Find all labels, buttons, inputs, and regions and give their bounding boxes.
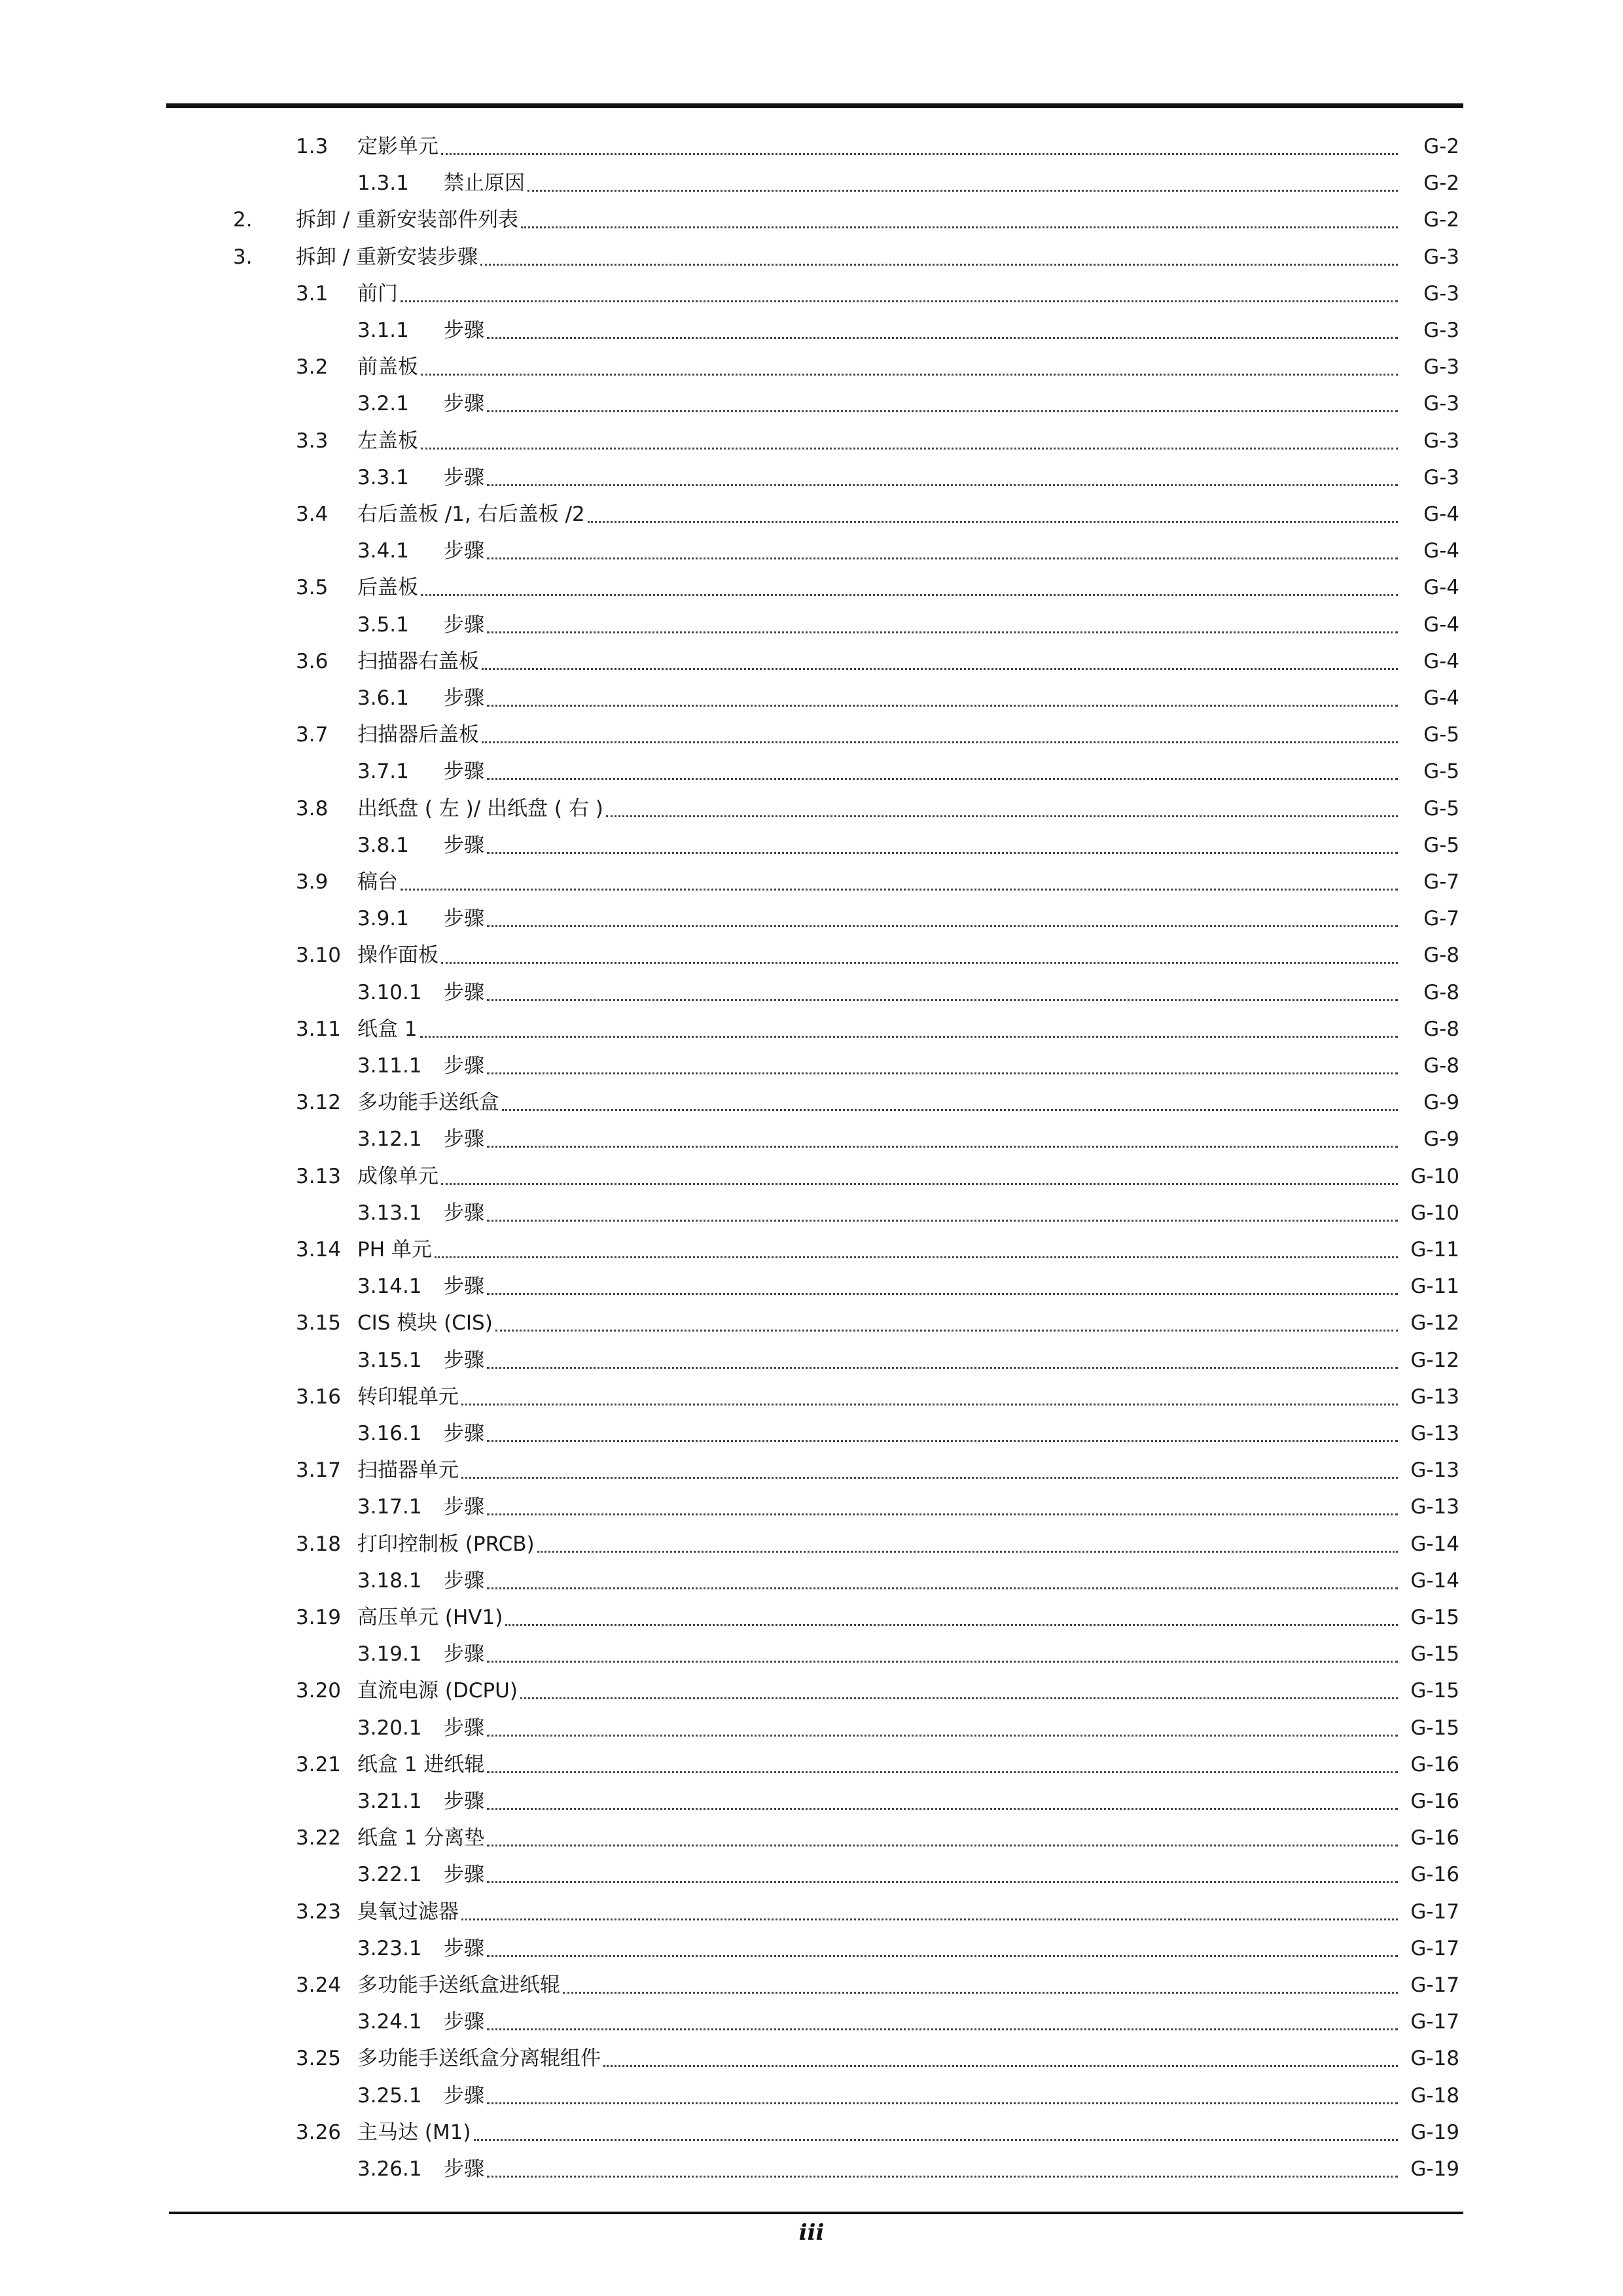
toc-entry-title: 步骤	[444, 1495, 484, 1519]
toc-entry-number: 3.6.1	[357, 686, 409, 710]
toc-dot-leader	[588, 496, 1398, 533]
toc-entry-number: 3.5	[296, 576, 329, 600]
toc-dot-leader	[487, 1268, 1398, 1305]
toc-dot-leader	[487, 1783, 1398, 1820]
toc-dot-leader	[563, 1967, 1398, 2004]
toc-dot-leader	[487, 2004, 1398, 2040]
toc-entry[interactable]	[0, 1084, 1459, 1121]
toc-dot-leader	[461, 1452, 1398, 1489]
toc-entry-page: G-8	[1423, 1017, 1459, 1041]
toc-entry-number: 3.8	[296, 796, 329, 821]
toc-entry-page: G-19	[1410, 2157, 1459, 2181]
toc-entry[interactable]	[0, 1636, 1459, 1672]
toc-dot-leader	[520, 1672, 1398, 1709]
toc-entry-page: G-13	[1410, 1458, 1459, 1483]
toc-dot-leader	[487, 680, 1398, 716]
toc-entry-number: 3.3	[296, 429, 329, 453]
toc-dot-leader	[487, 385, 1398, 422]
toc-entry-number: 3.18	[296, 1532, 342, 1556]
toc-entry-number: 3.26.1	[357, 2157, 422, 2181]
toc-entry[interactable]	[0, 827, 1459, 864]
toc-entry-number: 3.1.1	[357, 319, 409, 342]
toc-entry-number: 3.9	[296, 870, 329, 894]
toc-entry-number: 2.	[233, 208, 253, 232]
toc-entry-title: CIS 模块 (CIS)	[357, 1311, 493, 1335]
toc-entry-page: G-15	[1410, 1642, 1459, 1667]
toc-entry-title: 步骤	[444, 980, 484, 1004]
toc-entry[interactable]	[0, 385, 1459, 422]
toc-entry-page: G-17	[1410, 1936, 1459, 1960]
toc-entry-title: 多功能手送纸盒分离辊组件	[357, 2047, 601, 2071]
toc-entry-number: 3.10	[296, 944, 342, 968]
toc-entry-number: 3.21	[296, 1752, 342, 1776]
toc-entry-number: 3.4.1	[357, 539, 409, 563]
toc-entry[interactable]	[0, 1195, 1459, 1231]
toc-entry[interactable]	[0, 275, 1459, 312]
toc-entry-title: 步骤	[444, 1790, 484, 1813]
toc-dot-leader	[487, 1820, 1398, 1856]
toc-dot-leader	[420, 1011, 1398, 1048]
toc-entry-page: G-3	[1423, 281, 1459, 306]
toc-entry-page: G-3	[1423, 429, 1459, 453]
toc-entry-title: 多功能手送纸盒进纸辊	[357, 1973, 560, 1997]
toc-entry[interactable]	[0, 1121, 1459, 1157]
toc-entry-page: G-13	[1410, 1495, 1459, 1519]
toc-entry-page: G-16	[1410, 1863, 1459, 1887]
toc-entry-page: G-9	[1423, 1127, 1459, 1152]
toc-entry-title: 步骤	[444, 1863, 484, 1887]
toc-dot-leader	[487, 1048, 1398, 1084]
toc-dot-leader	[495, 1305, 1398, 1341]
toc-entry[interactable]	[0, 1563, 1459, 1599]
toc-entry-title: 拆卸 / 重新安装步骤	[296, 245, 478, 269]
toc-entry-number: 3.15	[296, 1311, 342, 1335]
toc-entry-page: G-13	[1410, 1422, 1459, 1445]
toc-entry-title: 步骤	[444, 392, 484, 416]
toc-entry-page: G-16	[1410, 1752, 1459, 1776]
toc-entry[interactable]	[0, 496, 1459, 533]
toc-entry-page: G-4	[1423, 649, 1459, 673]
toc-dot-leader	[487, 1563, 1398, 1599]
toc-entry-title: 步骤	[444, 2083, 484, 2108]
toc-dot-leader	[487, 1856, 1398, 1893]
toc-entry[interactable]	[0, 937, 1459, 974]
toc-entry[interactable]	[0, 2077, 1459, 2114]
toc-entry[interactable]	[0, 643, 1459, 680]
toc-entry-title: 步骤	[444, 760, 484, 784]
toc-entry[interactable]	[0, 2040, 1459, 2077]
toc-entry-page: G-12	[1410, 1348, 1459, 1372]
toc-entry-number: 3.15.1	[357, 1348, 422, 1372]
toc-entry-title: 直流电源 (DCPU)	[357, 1679, 518, 1703]
toc-dot-leader	[606, 790, 1398, 827]
toc-entry-title: 后盖板	[357, 576, 418, 600]
toc-entry-page: G-7	[1423, 870, 1459, 894]
toc-entry-number: 3.16	[296, 1385, 342, 1409]
toc-dot-leader	[461, 1379, 1398, 1415]
toc-dot-leader	[487, 827, 1398, 864]
toc-dot-leader	[480, 239, 1398, 275]
toc-entry[interactable]	[0, 974, 1459, 1011]
toc-entry-page: G-16	[1410, 1826, 1459, 1850]
toc-entry-title: 稿台	[357, 870, 398, 894]
toc-entry-number: 3.25	[296, 2047, 342, 2071]
toc-entry[interactable]	[0, 533, 1459, 569]
toc-entry-page: G-5	[1423, 723, 1459, 747]
toc-entry[interactable]	[0, 2151, 1459, 2187]
toc-entry-page: G-5	[1423, 796, 1459, 821]
toc-entry-number: 3.13	[296, 1164, 342, 1188]
toc-dot-leader	[487, 1342, 1398, 1379]
toc-entry-number: 3.13.1	[357, 1201, 422, 1225]
toc-entry-number: 3.14.1	[357, 1275, 422, 1299]
toc-entry[interactable]	[0, 790, 1459, 827]
toc-entry-page: G-17	[1410, 1973, 1459, 1997]
toc-entry[interactable]	[0, 349, 1459, 385]
toc-dot-leader	[487, 753, 1398, 790]
toc-entry-page: G-8	[1423, 1054, 1459, 1078]
toc-dot-leader	[441, 128, 1398, 165]
toc-entry-number: 3.21.1	[357, 1790, 422, 1813]
toc-entry-number: 3.11	[296, 1017, 342, 1041]
toc-entry[interactable]	[0, 716, 1459, 753]
toc-entry[interactable]	[0, 1930, 1459, 1967]
toc-entry-number: 3.24.1	[357, 2010, 422, 2034]
toc-entry[interactable]	[0, 1526, 1459, 1563]
toc-dot-leader	[487, 1710, 1398, 1746]
toc-entry[interactable]	[0, 2114, 1459, 2151]
toc-entry-number: 3.14	[296, 1238, 342, 1262]
toc-entry-page: G-3	[1423, 355, 1459, 380]
toc-dot-leader	[487, 1415, 1398, 1452]
toc-entry-number: 3.7.1	[357, 760, 409, 784]
toc-entry-title: 定影单元	[357, 135, 438, 158]
toc-dot-leader	[487, 1930, 1398, 1967]
toc-dot-leader	[401, 275, 1398, 312]
toc-entry[interactable]	[0, 1489, 1459, 1525]
toc-entry-page: G-14	[1410, 1532, 1459, 1556]
toc-entry-page: G-18	[1410, 2083, 1459, 2108]
toc-entry[interactable]	[0, 864, 1459, 900]
toc-entry-number: 3.12.1	[357, 1127, 422, 1152]
footer-page-number: iii	[798, 2219, 825, 2246]
toc-entry-title: 步骤	[444, 686, 484, 710]
toc-entry[interactable]	[0, 239, 1459, 275]
toc-dot-leader	[401, 864, 1398, 900]
toc-entry-title: 打印控制板 (PRCB)	[357, 1532, 535, 1556]
toc-entry-title: 步骤	[444, 1127, 484, 1152]
toc-entry-number: 3.2.1	[357, 392, 409, 416]
toc-entry-page: G-4	[1423, 539, 1459, 563]
toc-entry-title: 步骤	[444, 1422, 484, 1445]
toc-entry-page: G-2	[1423, 171, 1459, 196]
toc-entry-title: 出纸盘 ( 左 )/ 出纸盘 ( 右 )	[357, 796, 603, 821]
toc-entry-page: G-7	[1423, 907, 1459, 931]
toc-entry-page: G-2	[1423, 208, 1459, 232]
header-rule	[166, 103, 1463, 108]
toc-dot-leader	[521, 202, 1398, 238]
toc-entry-number: 1.3	[296, 135, 329, 158]
toc-entry[interactable]	[0, 202, 1459, 238]
toc-entry[interactable]	[0, 1415, 1459, 1452]
toc-dot-leader	[487, 459, 1398, 496]
toc-dot-leader	[487, 1121, 1398, 1157]
toc-entry-number: 3.1	[296, 281, 329, 306]
toc-entry-title: 前盖板	[357, 355, 418, 380]
toc-entry-number: 3.9.1	[357, 907, 409, 931]
toc-entry-page: G-4	[1423, 503, 1459, 526]
toc-dot-leader	[487, 2077, 1398, 2114]
toc-entry-title: 步骤	[444, 1936, 484, 1960]
toc-entry-title: 纸盒 1 进纸辊	[357, 1752, 485, 1776]
toc-dot-leader	[487, 1195, 1398, 1231]
toc-entry-page: G-10	[1410, 1164, 1459, 1188]
toc-entry-page: G-12	[1410, 1311, 1459, 1335]
toc-entry-title: 扫描器右盖板	[357, 649, 479, 673]
toc-dot-leader	[487, 312, 1398, 349]
toc-dot-leader	[487, 1489, 1398, 1525]
toc-entry-title: 步骤	[444, 319, 484, 342]
toc-entry-title: 操作面板	[357, 944, 438, 968]
toc-dot-leader	[461, 1894, 1398, 1930]
toc-entry[interactable]	[0, 1342, 1459, 1379]
toc-entry[interactable]	[0, 1452, 1459, 1489]
toc-entry-number: 3.3.1	[357, 465, 409, 489]
toc-entry-page: G-16	[1410, 1790, 1459, 1813]
toc-entry-page: G-9	[1423, 1091, 1459, 1115]
toc-entry-title: 前门	[357, 281, 398, 306]
toc-entry[interactable]	[0, 2004, 1459, 2040]
toc-entry-page: G-3	[1423, 319, 1459, 342]
toc-entry[interactable]	[0, 1783, 1459, 1820]
toc-dot-leader	[527, 165, 1398, 202]
toc-entry[interactable]	[0, 1894, 1459, 1930]
toc-entry-title: PH 单元	[357, 1238, 432, 1262]
toc-entry-page: G-13	[1410, 1385, 1459, 1409]
toc-entry-page: G-8	[1423, 980, 1459, 1004]
toc-dot-leader	[487, 1636, 1398, 1672]
toc-entry-number: 3.19.1	[357, 1642, 422, 1667]
toc-entry-number: 3.24	[296, 1973, 342, 1997]
toc-entry-title: 步骤	[444, 1568, 484, 1593]
toc-entry-page: G-5	[1423, 760, 1459, 784]
toc-entry-number: 3.4	[296, 503, 329, 526]
toc-entry-title: 右后盖板 /1, 右后盖板 /2	[357, 503, 585, 526]
toc-entry-page: G-2	[1423, 135, 1459, 158]
toc-entry[interactable]	[0, 1967, 1459, 2004]
toc-entry-page: G-19	[1410, 2120, 1459, 2144]
toc-entry-page: G-8	[1423, 944, 1459, 968]
toc-entry-number: 3.16.1	[357, 1422, 422, 1445]
toc-entry[interactable]	[0, 423, 1459, 459]
toc-entry-title: 多功能手送纸盒	[357, 1091, 499, 1115]
toc-entry[interactable]	[0, 1710, 1459, 1746]
toc-entry-page: G-15	[1410, 1606, 1459, 1629]
toc-entry-title: 步骤	[444, 1201, 484, 1225]
toc-dot-leader	[537, 1526, 1398, 1563]
toc-entry[interactable]	[0, 1820, 1459, 1856]
toc-dot-leader	[441, 937, 1398, 974]
toc-entry-page: G-11	[1410, 1238, 1459, 1262]
toc-entry[interactable]	[0, 459, 1459, 496]
toc-dot-leader	[482, 643, 1398, 680]
toc-dot-leader	[487, 533, 1398, 569]
toc-entry[interactable]	[0, 1379, 1459, 1415]
toc-entry-title: 步骤	[444, 612, 484, 637]
toc-entry-number: 3.22	[296, 1826, 342, 1850]
toc-dot-leader	[474, 2114, 1398, 2151]
toc-entry-title: 步骤	[444, 833, 484, 857]
toc-dot-leader	[435, 1231, 1398, 1268]
toc-entry-title: 纸盒 1	[357, 1017, 418, 1041]
toc-dot-leader	[421, 423, 1398, 459]
toc-entry-title: 左盖板	[357, 429, 418, 453]
toc-entry-title: 步骤	[444, 1275, 484, 1299]
toc-dot-leader	[487, 974, 1398, 1011]
toc-entry[interactable]	[0, 1231, 1459, 1268]
toc-entry[interactable]	[0, 1599, 1459, 1636]
toc-entry-title: 禁止原因	[444, 171, 525, 196]
toc-entry-page: G-11	[1410, 1275, 1459, 1299]
toc-entry[interactable]	[0, 1158, 1459, 1195]
toc-dot-leader	[482, 716, 1398, 753]
toc-entry-number: 3.8.1	[357, 833, 409, 857]
footer-rule	[169, 2212, 1463, 2214]
toc-entry-number: 3.17.1	[357, 1495, 422, 1519]
toc-entry-page: G-4	[1423, 612, 1459, 637]
toc-entry-title: 步骤	[444, 907, 484, 931]
toc-entry-title: 步骤	[444, 2157, 484, 2181]
toc-entry-number: 3.5.1	[357, 612, 409, 637]
toc-entry-page: G-15	[1410, 1679, 1459, 1703]
toc-entry-number: 3.12	[296, 1091, 342, 1115]
toc-dot-leader	[502, 1084, 1398, 1121]
toc-entry-number: 3.20.1	[357, 1716, 422, 1740]
toc-entry-number: 3.19	[296, 1606, 342, 1629]
toc-entry-title: 臭氧过滤器	[357, 1899, 459, 1924]
toc-entry-title: 拆卸 / 重新安装部件列表	[296, 208, 519, 232]
toc-dot-leader	[487, 1746, 1398, 1783]
toc-entry-title: 步骤	[444, 465, 484, 489]
toc-entry-title: 步骤	[444, 539, 484, 563]
toc-entry-number: 3.25.1	[357, 2083, 422, 2108]
toc-entry-title: 扫描器单元	[357, 1458, 459, 1483]
toc-entry[interactable]	[0, 128, 1459, 165]
toc-entry-page: G-3	[1423, 392, 1459, 416]
toc-dot-leader	[441, 1158, 1398, 1195]
toc-entry-number: 3.26	[296, 2120, 342, 2144]
toc-entry-page: G-4	[1423, 686, 1459, 710]
toc-entry[interactable]	[0, 1048, 1459, 1084]
toc-entry-page: G-4	[1423, 576, 1459, 600]
toc-dot-leader	[487, 2151, 1398, 2187]
toc-entry-page: G-3	[1423, 245, 1459, 269]
toc-entry[interactable]	[0, 1672, 1459, 1709]
toc-entry-number: 3.	[233, 245, 253, 269]
toc-entry[interactable]	[0, 1305, 1459, 1341]
toc-entry-title: 转印辊单元	[357, 1385, 459, 1409]
toc-entry-title: 步骤	[444, 1054, 484, 1078]
toc-entry-page: G-17	[1410, 2010, 1459, 2034]
toc-entry-number: 3.22.1	[357, 1863, 422, 1887]
toc-entry-number: 3.7	[296, 723, 329, 747]
toc-entry-title: 步骤	[444, 2010, 484, 2034]
toc-dot-leader	[603, 2040, 1398, 2077]
toc-entry-number: 1.3.1	[357, 171, 409, 196]
toc-entry[interactable]	[0, 1011, 1459, 1048]
toc-entry[interactable]	[0, 753, 1459, 790]
toc-entry-number: 3.23	[296, 1899, 342, 1924]
toc-entry[interactable]	[0, 607, 1459, 643]
toc-entry[interactable]	[0, 1746, 1459, 1783]
toc-entry-page: G-10	[1410, 1201, 1459, 1225]
toc-entry-number: 3.20	[296, 1679, 342, 1703]
toc-entry-number: 3.23.1	[357, 1936, 422, 1960]
toc-entry-page: G-14	[1410, 1568, 1459, 1593]
toc-entry[interactable]	[0, 312, 1459, 349]
toc-entry[interactable]	[0, 680, 1459, 716]
toc-entry-title: 步骤	[444, 1642, 484, 1667]
toc-entry-number: 3.18.1	[357, 1568, 422, 1593]
toc-entry-page: G-18	[1410, 2047, 1459, 2071]
toc-entry-title: 纸盒 1 分离垫	[357, 1826, 485, 1850]
toc-dot-leader	[487, 607, 1398, 643]
toc-entry-number: 3.10.1	[357, 980, 422, 1004]
toc-entry-title: 高压单元 (HV1)	[357, 1606, 503, 1629]
toc-entry-page: G-15	[1410, 1716, 1459, 1740]
toc-dot-leader	[421, 349, 1398, 385]
toc-entry-number: 3.6	[296, 649, 329, 673]
toc-entry-number: 3.2	[296, 355, 329, 380]
toc-entry-page: G-17	[1410, 1899, 1459, 1924]
toc-entry-title: 步骤	[444, 1716, 484, 1740]
toc-entry-title: 步骤	[444, 1348, 484, 1372]
toc-entry-title: 成像单元	[357, 1164, 438, 1188]
toc-entry-title: 主马达 (M1)	[357, 2120, 471, 2144]
toc-entry-page: G-5	[1423, 833, 1459, 857]
toc-dot-leader	[421, 569, 1398, 606]
toc-entry[interactable]	[0, 569, 1459, 606]
toc-dot-leader	[505, 1599, 1398, 1636]
toc-entry[interactable]	[0, 165, 1459, 202]
toc-entry-title: 扫描器后盖板	[357, 723, 479, 747]
toc-entry[interactable]	[0, 1856, 1459, 1893]
toc-entry[interactable]	[0, 1268, 1459, 1305]
toc-entry-number: 3.17	[296, 1458, 342, 1483]
toc-entry[interactable]	[0, 900, 1459, 937]
toc-entry-number: 3.11.1	[357, 1054, 422, 1078]
toc-entry-page: G-3	[1423, 465, 1459, 489]
toc-dot-leader	[487, 900, 1398, 937]
